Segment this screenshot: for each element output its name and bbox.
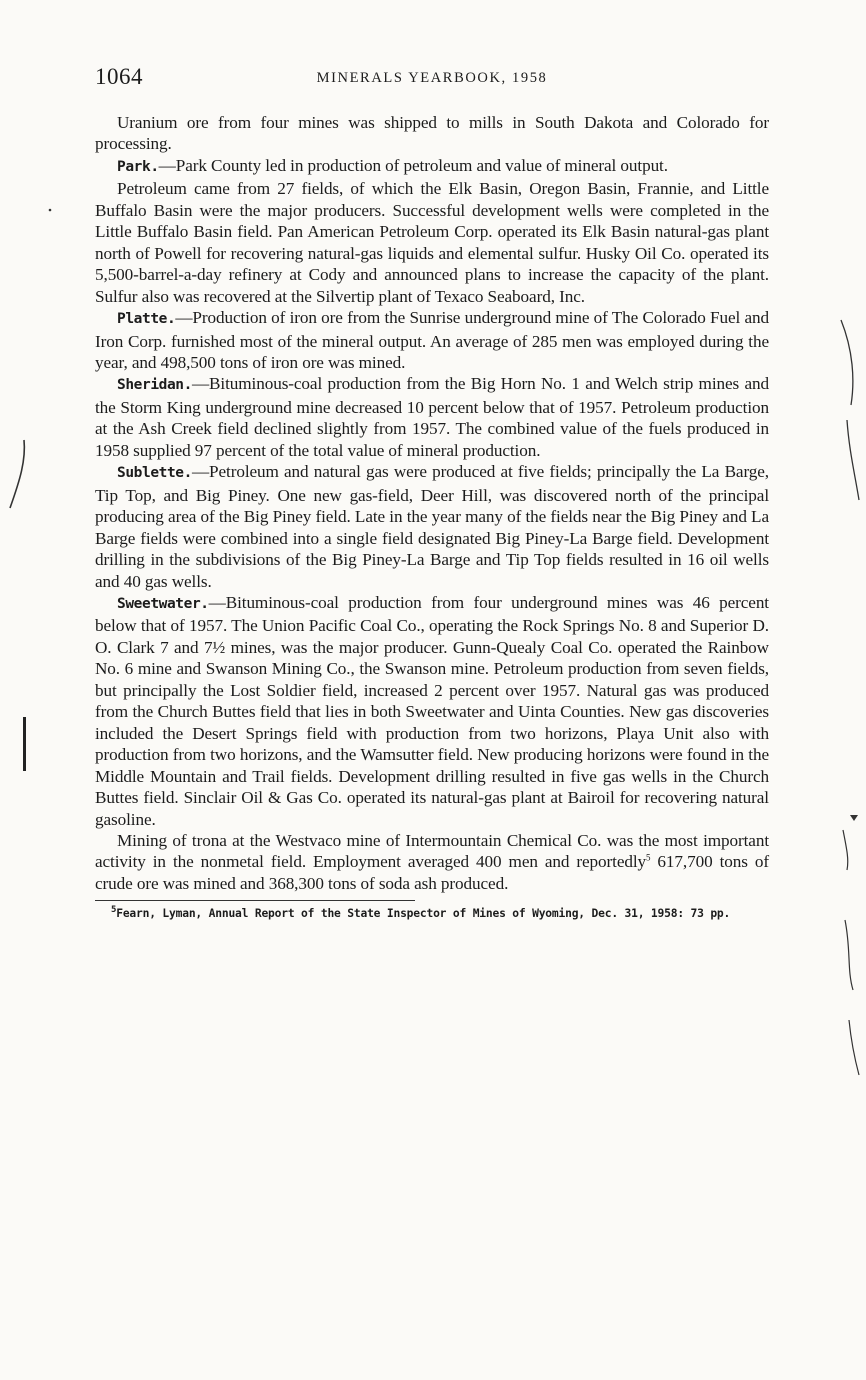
footnote-marker: 5 (111, 905, 117, 916)
paragraph-sublette (95, 461, 769, 592)
paragraph-text: —Bituminous-coal production from the Big Horn No. 1 and Welch strip mines and the Storm King underground mine decreased 10 percent below that of 1957. Petroleum production at the Ash Creek field declined slightly from 1957. The combined value of the fuels produced in 1958 supplied 97 percent of the total value of mineral production. (95, 374, 769, 460)
paragraph-sweetwater (95, 592, 769, 830)
right-margin-arrow-mark (848, 812, 860, 824)
document-page (95, 62, 769, 921)
right-margin-curve-mark (835, 820, 866, 1080)
paragraph-text: Petroleum came from 27 fields, of which the Elk Basin, Oregon Basin, Frannie, and Little Buffalo Basin were the major producers. Successful development wells were completed in the Little Buffalo Basin field. Pan American Petroleum Corp. operated its Elk Basin natural-gas plant north of Powell for recovering natural-gas liquids and elemental sulfur. Husky Oil Co. operated its 5,500-barrel-a-day refinery at Cody and announced plans to increase the capacity of the plant. Sulfur also was recovered at the Silvertip plant of Texaco Seaboard, Inc. (95, 179, 769, 306)
paragraph-petroleum (95, 178, 769, 307)
paragraph-text: —Production of iron ore from the Sunrise underground mine of The Colorado Fuel and Iron Corp. furnished most of the mineral output. An average of 285 men was employed during the year, and 498,500 tons of iron ore was mined. (95, 308, 769, 372)
paragraph-text-continued: 617,700 tons of crude ore was mined and 368,300 tons of soda ash produced. (95, 852, 769, 893)
county-heading-sweetwater: Sweetwater. (117, 595, 209, 612)
paragraph-platte (95, 307, 769, 373)
footnote-reference: 5 (646, 852, 651, 863)
county-heading-sheridan: Sheridan. (117, 377, 192, 394)
running-title: MINERALS YEARBOOK, 1958 (316, 70, 548, 86)
paragraph-text: Mining of trona at the Westvaco mine of Intermountain Chemical Co. was the most important activity in the nonmetal field. Employment averaged 400 men and reportedly (95, 830, 769, 872)
county-heading-sublette: Sublette. (117, 465, 192, 482)
right-margin-curve-mark (835, 310, 866, 510)
paragraph-trona (95, 830, 769, 894)
body-text (95, 112, 769, 894)
left-margin-dot (45, 205, 55, 215)
paragraph-text: —Park County led in production of petroleum and value of mineral output. (158, 155, 668, 175)
paragraph-text: Uranium ore from four mines was shipped to mills in South Dakota and Colorado for processing. (95, 113, 769, 154)
paragraph-park (95, 155, 769, 178)
left-margin-bar-mark (20, 715, 32, 775)
paragraph-uranium (95, 112, 769, 155)
county-heading-park: Park. (117, 158, 159, 175)
left-margin-scratch-mark (0, 430, 40, 530)
page-number: 1064 (95, 64, 143, 89)
footnote-rule (95, 900, 731, 921)
county-heading-platte: Platte. (117, 311, 176, 328)
footnote (95, 907, 769, 921)
footnote-text: Fearn, Lyman, Annual Report of the State Inspector of Mines of Wyoming, Dec. 31, 1958: 73 pp. (116, 907, 731, 921)
paragraph-text: —Bituminous-coal production from four underground mines was 46 percent below that of 1957. The Union Pacific Coal Co., operating the Rock Springs No. 8 and Superior D. O. Clark 7 and 7½ mines, was the major producer. Gunn-Quealy Coal Co. operated the Rainbow No. 6 mine and Swanson Mining Co., the Swanson mine. Petroleum production from seven fields, but principally the Lost Soldier field, increased 2 percent over 1957. Natural gas was produced from the Church Buttes field that lies in both Sweetwater and Uinta Counties. New gas discoveries included the Desert Springs field with production from two horizons, Playa Unit also with production from two horizons, and the Wamsutter field. New producing horizons were found in the Middle Mountain and Trail fields. Development drilling resulted in five gas wells in the Church Buttes field. Sinclair Oil & Gas Co. operated its natural-gas plant at Bairoil for recovering natural gasoline. (95, 592, 769, 829)
paragraph-sheridan (95, 373, 769, 461)
paragraph-text: —Petroleum and natural gas were produced at five fields; principally the La Barge, Tip Top, and Big Piney. One new gas-field, Deer Hill, was discovered north of the principal producing area of the Big Piney field. Late in the year many of the fields near the Big Piney and La Barge fields were combined into a single field designated Big Piney-La Barge field. Development drilling in the subdivisions of the Big Piney-La Barge and Tip Top fields resulted in 16 oil wells and 40 gas wells. (95, 462, 769, 591)
page-header (95, 62, 769, 98)
